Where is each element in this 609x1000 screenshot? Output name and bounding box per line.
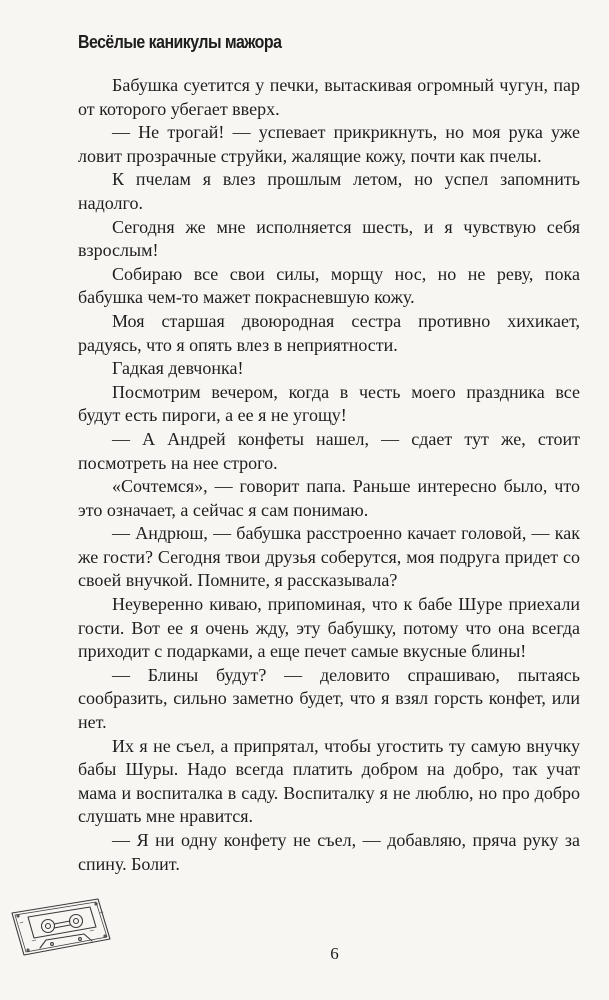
running-title: Весёлые каникулы мажора (78, 31, 282, 52)
paragraph: Их я не съел, а припрятал, чтобы угостить ту самую внучку бабы Шуры. Надо всегда платить добром на добро, так учат мама и воспиталка в саду. Воспиталку я не люблю, но про добро слушать мне нравится. (78, 735, 580, 827)
paragraph: — Не трогай! — успевает прикрикнуть, но моя рука уже ловит прозрачные струйки, жалящие кожу, почти как пчелы. (78, 122, 580, 166)
body-text (78, 74, 580, 876)
paragraph: Сегодня же мне исполняется шесть, и я чувствую себя взрослым! (78, 216, 580, 261)
paragraph: К пчелам я влез прошлым летом, но успел запомнить надолго. (78, 169, 580, 213)
paragraph: — Я ни одну конфету не съел, — добавляю, пряча руку за спину. Болит. (78, 830, 580, 874)
paragraph: Моя старшая двоюродная сестра противно хихикает, радуясь, что я опять влез в неприятности. (78, 310, 580, 355)
page-number: 6 (330, 944, 339, 963)
paragraph: Собираю все свои силы, морщу нос, но не реву, пока бабушка чем-то мажет покрасневшую кожу. (78, 263, 580, 308)
paragraph: Неуверенно киваю, припоминая, что к бабе Шуре приехали гости. Вот ее я очень жду, эту бабушку, потому что она всегда приходит с подарками, а еще печет самые вкусные блины! (78, 594, 580, 662)
paragraph: — А Андрей конфеты нашел, — сдает тут же, стоит посмотреть на нее строго. (78, 428, 580, 473)
paragraph: Гадкая девчонка! (112, 358, 244, 379)
paragraph: Посмотрим вечером, когда в честь моего праздника все будут есть пироги, а ее я не угощу! (78, 381, 580, 426)
paragraph: — Блины будут? — деловито спрашиваю, пытаясь сообразить, сильно заметно будет, что я взял горсть конфет, или нет. (78, 664, 580, 733)
paragraph: — Андрюш, — бабушка расстроенно качает головой, — как же гости? Сегодня твои друзья соберутся, моя подруга придет со своей внучкой. Помните, я рассказывала? (78, 523, 580, 591)
paragraph: Бабушка суетится у печки, вытаскивая огромный чугун, пар от которого убегает вверх. (78, 75, 580, 119)
paragraph: «Сочтемся», — говорит папа. Раньше интересно было, что это означает, а сейчас я сам понимаю. (78, 476, 580, 520)
